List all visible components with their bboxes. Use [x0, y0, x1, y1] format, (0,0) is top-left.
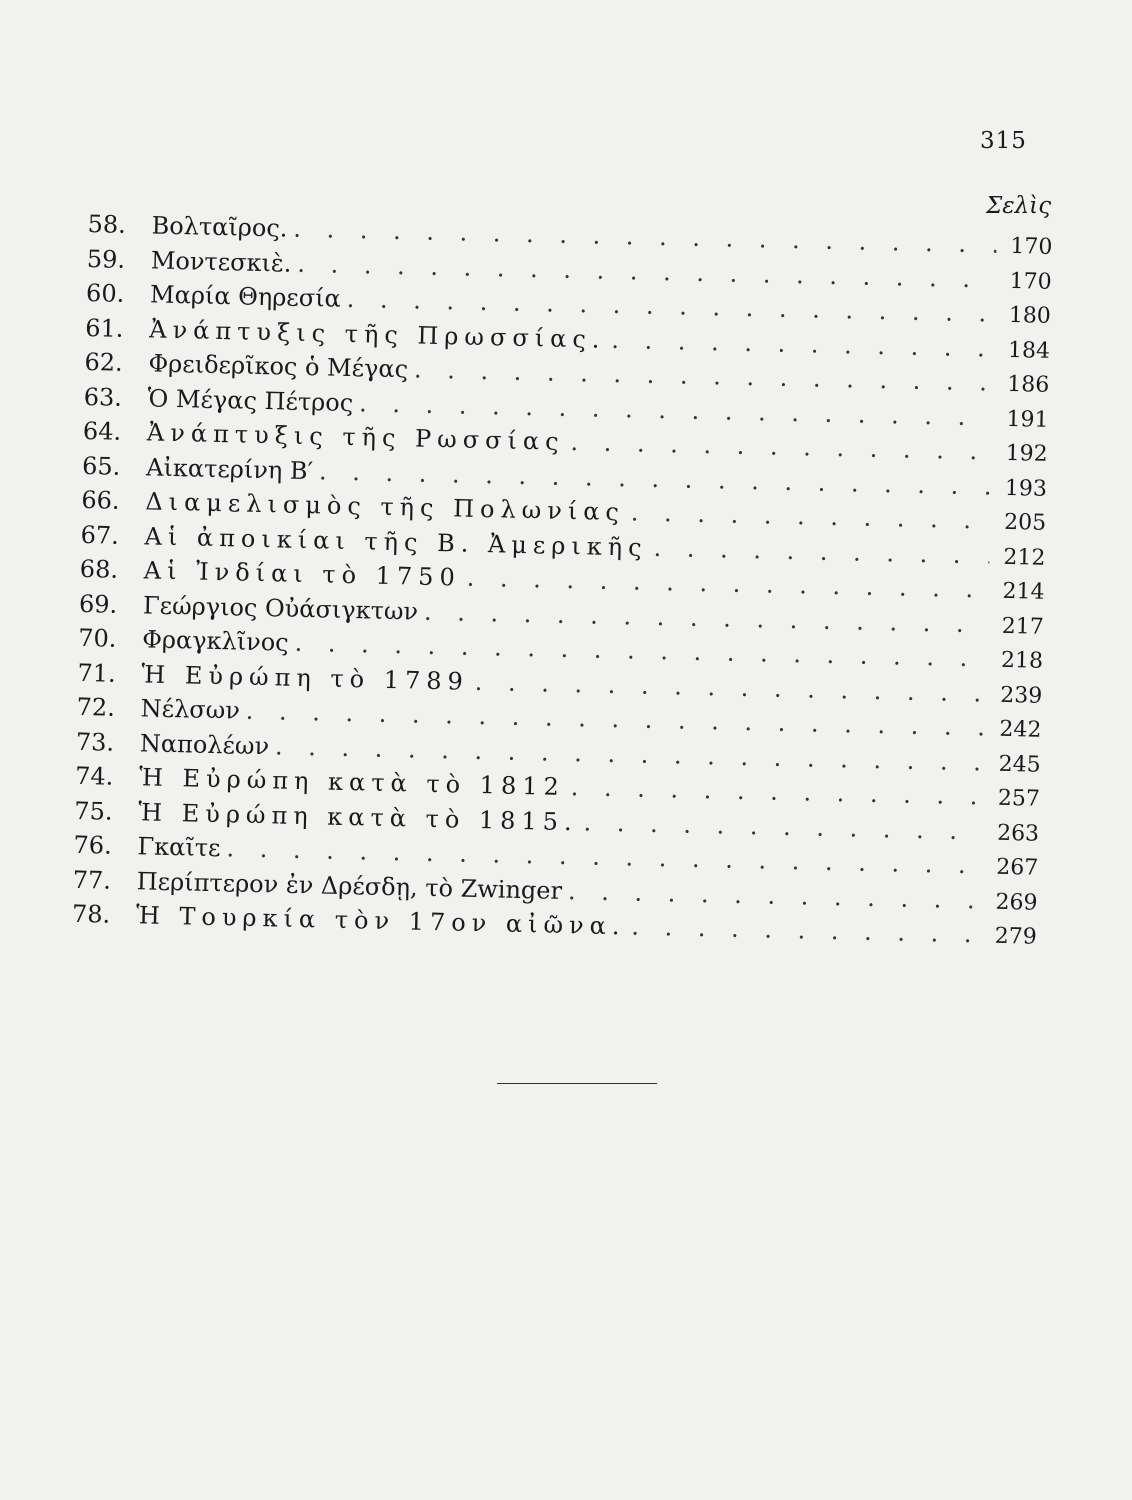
- toc-entry-page: 279: [994, 923, 1038, 950]
- toc-entry-number: 65.: [81, 451, 121, 481]
- toc-entry-page: 186: [1006, 371, 1050, 398]
- toc-entry-title: Αἰκατερίνη Β′: [145, 452, 314, 485]
- toc-entry-page: 239: [999, 682, 1043, 709]
- toc-entry-number: 74.: [74, 761, 114, 791]
- toc-entry-number: 72.: [76, 692, 116, 722]
- toc-entry-number: 68.: [79, 554, 119, 584]
- table-of-contents: [72, 210, 1053, 956]
- page-column-header: Σελὶς: [986, 193, 1052, 219]
- toc-entry-title: Γκαῖτε: [137, 832, 221, 863]
- toc-entry-title: Περίπτερον ἐν Δρέσδῃ, τὸ Zwinger: [136, 866, 563, 905]
- toc-entry-title: Ὁ Μέγας Πέτρος: [147, 383, 354, 417]
- toc-entry-page: 257: [997, 785, 1041, 812]
- toc-entry-page: 184: [1007, 337, 1051, 364]
- toc-entry-title: Διαμελισμὸς τῆς Πολωνίας: [145, 487, 626, 527]
- toc-entry-title: Γεώργιος Οὐάσιγκτων: [142, 590, 419, 626]
- toc-entry-number: 62.: [84, 347, 124, 377]
- toc-entry-title: Ἡ Τουρκία τὸν 17ον αἰῶνα.: [135, 901, 626, 941]
- toc-entry-title: Φραγκλῖνος: [141, 625, 289, 657]
- toc-entry-title: Ἀνάπτυξις τῆς Πρωσσίας.: [149, 314, 606, 354]
- page-number: 315: [980, 128, 1027, 154]
- toc-entry-page: 180: [1008, 302, 1052, 329]
- toc-entry-title: Ἀνάπτυξις τῆς Ρωσσίας: [146, 418, 565, 456]
- toc-entry-page: 263: [996, 820, 1040, 847]
- closing-rule: [497, 1083, 657, 1084]
- toc-entry-title: Αἱ ἀποικίαι τῆς Β. Ἀμερικῆς: [144, 521, 649, 562]
- toc-entry-page: 170: [1009, 268, 1052, 295]
- toc-entry-number: 70.: [77, 623, 117, 653]
- toc-entry-title: Ναπολέων: [139, 728, 270, 760]
- toc-entry-title: Νέλσων: [140, 694, 241, 725]
- toc-entry-number: 77.: [72, 865, 112, 895]
- toc-entry-number: 67.: [80, 520, 120, 550]
- toc-entry-page: 192: [1005, 440, 1048, 467]
- toc-entry-number: 75.: [74, 796, 113, 826]
- toc-entry-title: Μοντεσκιὲ.: [150, 245, 292, 278]
- toc-entry-title: Μαρία Θηρεσία: [149, 280, 342, 313]
- toc-entry-page: 218: [1000, 647, 1044, 674]
- toc-entry-number: 60.: [85, 278, 125, 308]
- toc-entry-title: Ἡ Εὐρώπη κατὰ τὸ 1812: [138, 763, 566, 801]
- toc-entry-number: 76.: [73, 830, 113, 860]
- toc-entry-page: 212: [1003, 544, 1046, 571]
- toc-entry-page: 170: [1010, 233, 1053, 260]
- toc-entry-number: 61.: [85, 313, 124, 343]
- toc-entry-title: Ἡ Εὐρώπη τὸ 1789: [141, 659, 470, 696]
- toc-entry-title: Αἱ Ἰνδίαι τὸ 1750: [143, 556, 462, 592]
- toc-entry-number: 73.: [75, 727, 115, 757]
- toc-entry-title: Βολταῖρος.: [151, 211, 288, 243]
- toc-entry-number: 78.: [71, 899, 111, 929]
- toc-entry-page: 205: [1003, 509, 1047, 536]
- toc-entry-number: 69.: [78, 589, 118, 619]
- toc-entry-page: 217: [1001, 613, 1045, 640]
- toc-entry-page: 267: [996, 854, 1039, 881]
- toc-entry-page: 245: [998, 751, 1041, 778]
- toc-entry-page: 193: [1004, 475, 1048, 502]
- toc-entry-number: 59.: [86, 244, 126, 274]
- toc-entry-number: 71.: [77, 658, 116, 688]
- toc-entry-title: Φρειδερῖκος ὁ Μέγας: [148, 349, 409, 384]
- toc-entry-number: 66.: [81, 485, 120, 515]
- toc-entry-page: 269: [995, 889, 1038, 916]
- toc-entry-number: 64.: [82, 416, 122, 446]
- toc-entry-number: 58.: [87, 210, 127, 239]
- toc-entry-page: 242: [999, 716, 1042, 743]
- toc-entry-title: Ἡ Εὐρώπη κατὰ τὸ 1815.: [138, 797, 578, 836]
- toc-entry-page: 191: [1006, 406, 1049, 433]
- toc-entry-number: 63.: [83, 382, 123, 412]
- toc-entry-page: 214: [1002, 578, 1045, 605]
